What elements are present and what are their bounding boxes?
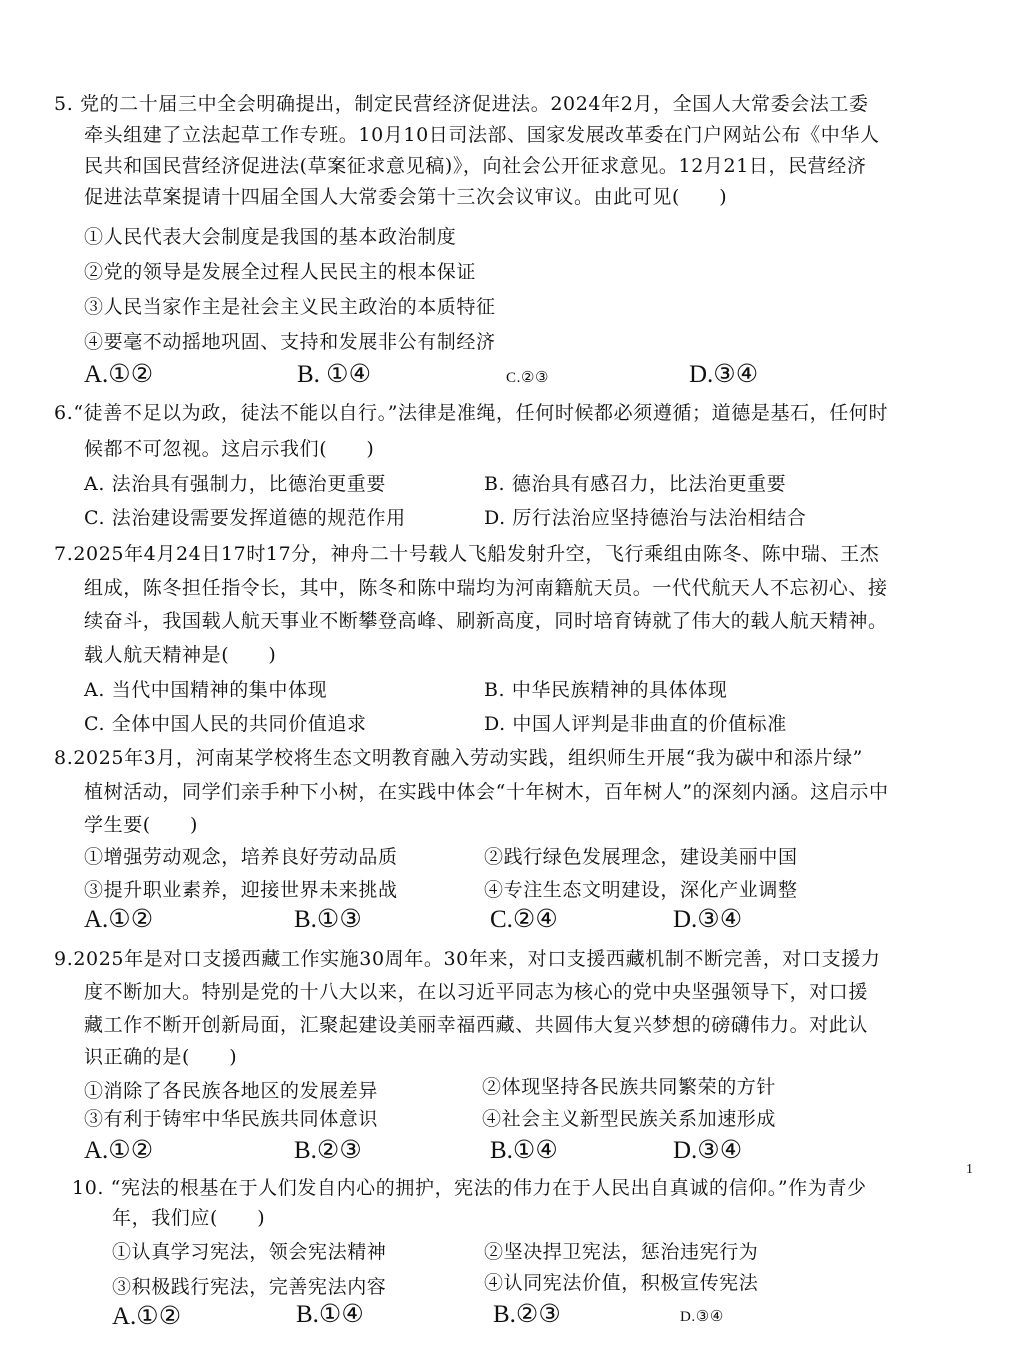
q9-statement-3: ③有利于铸牢中华民族共同体意识 xyxy=(84,1108,379,1130)
q10-statement-3: ③积极践行宪法，完善宪法内容 xyxy=(112,1276,387,1298)
page-number: 1 xyxy=(966,1162,973,1177)
q5-choice-c: C.②③ xyxy=(506,370,550,386)
q9-statement-4: ④社会主义新型民族关系加速形成 xyxy=(482,1108,777,1130)
q5-stem-line-3: 民共和国民营经济促进法(草案征求意见稿)》，向社会公开征求意见。12月21日，民营经济 xyxy=(84,155,867,177)
q9-choice-a: A.①② xyxy=(84,1137,154,1164)
q10-choice-d: D.③④ xyxy=(680,1309,724,1325)
q5-statement-2: ②党的领导是发展全过程人民民主的根本保证 xyxy=(84,261,477,283)
q7-option-d: D. 中国人评判是非曲直的价值标准 xyxy=(484,713,787,735)
q6-option-d: D. 厉行法治应坚持德治与法治相结合 xyxy=(484,507,807,529)
q7-stem-line-4: 载人航天精神是( ) xyxy=(84,644,277,666)
q6-option-a: A. 法治具有强制力，比德治更重要 xyxy=(84,473,387,495)
q6-stem-line-2: 候都不可忽视。这启示我们( ) xyxy=(84,438,375,460)
q6-stem-line-1: 6.“徒善不足以为政，徒法不能以自行。”法律是准绳，任何时候都必须遵循；道德是基石，任何时 xyxy=(54,402,889,424)
q8-choice-a: A.①② xyxy=(84,906,154,933)
q5-choice-b: B. ①④ xyxy=(297,361,371,388)
q7-option-a: A. 当代中国精神的集中体现 xyxy=(84,679,328,701)
q9-choice-b: B.②③ xyxy=(294,1137,362,1164)
q8-choice-d: D.③④ xyxy=(673,906,743,933)
q7-stem-line-1: 7.2025年4月24日17时17分，神舟二十号载人飞船发射升空，飞行乘组由陈冬、陈中瑞、王杰 xyxy=(54,543,880,565)
q9-statement-2: ②体现坚持各民族共同繁荣的方针 xyxy=(482,1076,777,1098)
q10-stem-line-1: 10. “宪法的根基在于人们发自内心的拥护，宪法的伟力在于人民出自真诚的信仰。”作为青少 xyxy=(72,1177,867,1199)
q9-choice-d: D.③④ xyxy=(673,1137,743,1164)
q7-option-c: C. 全体中国人民的共同价值追求 xyxy=(84,713,367,735)
q9-stem-line-3: 藏工作不断开创新局面，汇聚起建设美丽幸福西藏、共圆伟大复兴梦想的磅礴伟力。对此认 xyxy=(84,1014,869,1036)
q8-choice-b: B.①③ xyxy=(294,906,362,933)
q8-choice-c: C.②④ xyxy=(490,906,558,933)
q9-stem-line-1: 9.2025年是对口支援西藏工作实施30周年。30年来，对口支援西藏机制不断完善，对口支援力 xyxy=(54,948,881,970)
q10-statement-4: ④认同宪法价值，积极宣传宪法 xyxy=(484,1272,759,1294)
q5-statement-1: ①人民代表大会制度是我国的基本政治制度 xyxy=(84,226,457,248)
q9-statement-1: ①消除了各民族各地区的发展差异 xyxy=(84,1080,379,1102)
q5-choice-d: D.③④ xyxy=(689,361,759,388)
q9-choice-c: B.①④ xyxy=(490,1137,558,1164)
q8-stem-line-3: 学生要( ) xyxy=(84,814,199,836)
q8-stem-line-2: 植树活动，同学们亲手种下小树，在实践中体会“十年树木，百年树人”的深刻内涵。这启示中 xyxy=(84,781,889,803)
q8-statement-3: ③提升职业素养，迎接世界未来挑战 xyxy=(84,879,398,901)
q9-stem-line-4: 识正确的是( ) xyxy=(84,1046,238,1068)
q8-statement-4: ④专注生态文明建设，深化产业调整 xyxy=(484,879,798,901)
q9-stem-line-2: 度不断加大。特别是党的十八大以来，在以习近平同志为核心的党中央坚强领导下，对口援 xyxy=(84,981,869,1003)
q5-statement-4: ④要毫不动摇地巩固、支持和发展非公有制经济 xyxy=(84,331,496,353)
q10-choice-c: B.②③ xyxy=(493,1301,561,1328)
q7-stem-line-2: 组成，陈冬担任指令长，其中，陈冬和陈中瑞均为河南籍航天员。一代代航天人不忘初心、接 xyxy=(84,577,888,599)
q5-statement-3: ③人民当家作主是社会主义民主政治的本质特征 xyxy=(84,296,496,318)
q8-stem-line-1: 8.2025年3月，河南某学校将生态文明教育融入劳动实践，组织师生开展“我为碳中和添片绿” xyxy=(54,747,863,769)
q5-stem-line-2: 牵头组建了立法起草工作专班。10月10日司法部、国家发展改革委在门户网站公布《中华人 xyxy=(84,124,880,146)
q5-choice-a: A.①② xyxy=(84,361,154,388)
q5-stem-line-4: 促进法草案提请十四届全国人大常委会第十三次会议审议。由此可见( ) xyxy=(84,186,728,208)
q6-option-b: B. 德治具有感召力，比法治更重要 xyxy=(484,473,787,495)
q5-stem-line-1: 5. 党的二十届三中全会明确提出，制定民营经济促进法。2024年2月，全国人大常委会法工委 xyxy=(54,93,869,115)
q10-stem-line-2: 年，我们应( ) xyxy=(112,1207,266,1229)
q6-option-c: C. 法治建设需要发挥道德的规范作用 xyxy=(84,507,406,529)
q10-statement-1: ①认真学习宪法，领会宪法精神 xyxy=(112,1241,387,1263)
q8-statement-2: ②践行绿色发展理念，建设美丽中国 xyxy=(484,846,798,868)
q10-statement-2: ②坚决捍卫宪法，惩治违宪行为 xyxy=(484,1241,759,1263)
q10-choice-a: A.①② xyxy=(112,1303,182,1330)
q7-stem-line-3: 续奋斗，我国载人航天事业不断攀登高峰、刷新高度，同时培育铸就了伟大的载人航天精神。 xyxy=(84,610,888,632)
q7-option-b: B. 中华民族精神的具体体现 xyxy=(484,679,728,701)
q8-statement-1: ①增强劳动观念，培养良好劳动品质 xyxy=(84,846,398,868)
q10-choice-b: B.①④ xyxy=(296,1301,364,1328)
